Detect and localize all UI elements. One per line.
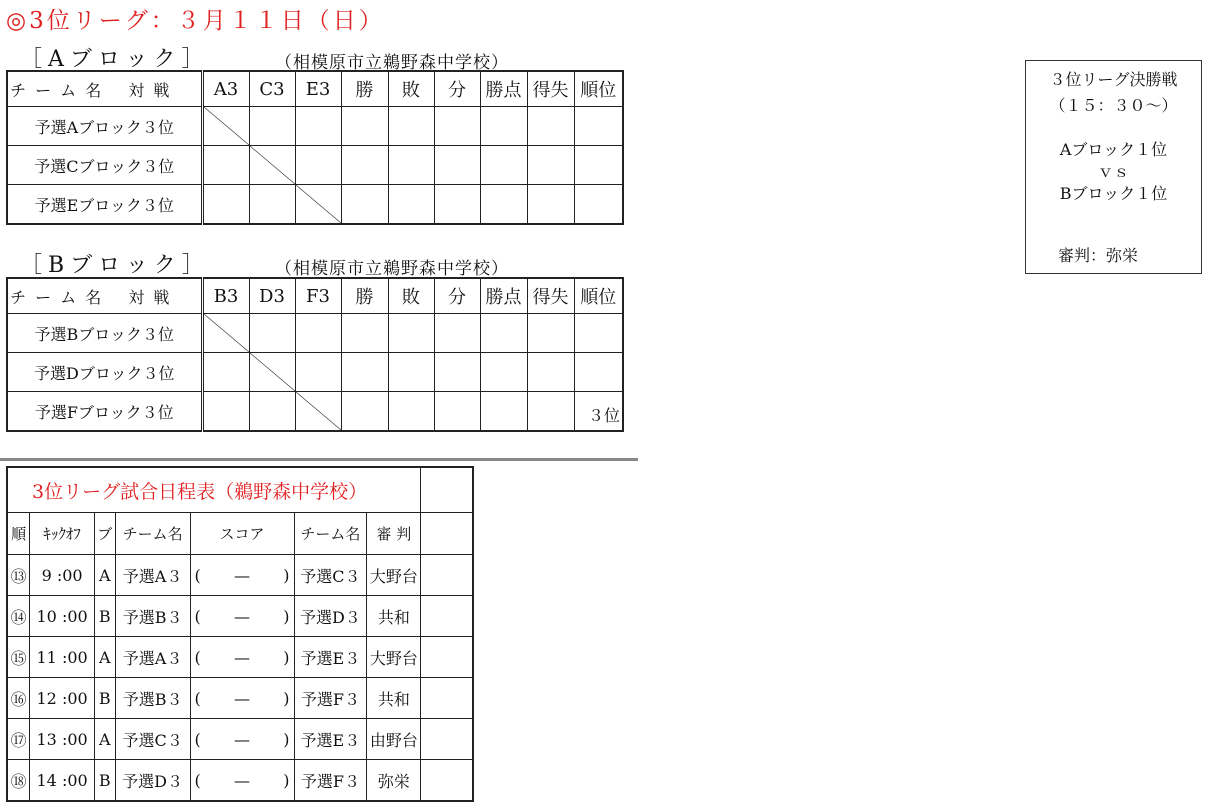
finals-title: ３位リーグ決勝戦 (1049, 70, 1178, 89)
team2-name: 予選D３ (294, 596, 367, 637)
stat-cell[interactable] (388, 392, 434, 432)
referee: 大野台 (367, 555, 421, 596)
stat-cell[interactable] (480, 107, 527, 146)
score-close: ) (283, 565, 290, 585)
table-row (7, 314, 623, 353)
score-dash: — (234, 565, 250, 585)
stat-cell[interactable] (388, 314, 434, 353)
stat-cell[interactable] (527, 107, 574, 146)
result-cell[interactable] (295, 146, 341, 185)
match-number: ⑰ (7, 719, 30, 760)
block-letter: A (94, 719, 115, 760)
table-row (7, 353, 623, 392)
stat-cell[interactable] (341, 146, 388, 185)
finals-team2: Bブロック１位 (1059, 184, 1168, 203)
header-opponent: A3 (202, 71, 249, 107)
match-number: ⑯ (7, 678, 30, 719)
header-win: 勝 (341, 71, 388, 107)
header-block: ブ (94, 513, 115, 555)
result-cell[interactable] (295, 107, 341, 146)
header-referee: 審 判 (367, 513, 421, 555)
referee: 由野台 (367, 719, 421, 760)
rank-cell[interactable] (574, 314, 623, 353)
result-cell[interactable] (249, 107, 295, 146)
table-row (7, 678, 473, 719)
header-opponent: B3 (202, 278, 249, 314)
block-letter: A (94, 555, 115, 596)
finals-vs: ｖｓ (1097, 162, 1130, 181)
score-cell[interactable] (190, 555, 294, 596)
block-b-title: ［Bブロック］ (20, 253, 210, 278)
blank-cell (421, 467, 473, 513)
match-number: ⑬ (7, 555, 30, 596)
score-close: ) (283, 688, 290, 708)
diagonal-cell (249, 146, 295, 185)
rank-value: ３位 (587, 406, 620, 425)
kickoff-time: 10 :00 (30, 596, 94, 637)
result-cell[interactable] (249, 314, 295, 353)
finals-time: （１５：３０～） (1049, 96, 1178, 115)
stat-cell[interactable] (434, 146, 480, 185)
header-team-vs: チ ー ム 名 対 戦 (7, 278, 202, 314)
diagonal-cell (295, 185, 341, 225)
block-a-table (6, 70, 624, 225)
team2-name: 予選F３ (294, 678, 367, 719)
score-dash: — (234, 606, 250, 626)
score-cell[interactable] (190, 719, 294, 760)
finals-box (1025, 60, 1202, 274)
team-name: 予選Bブロック３位 (7, 314, 202, 353)
stat-cell[interactable] (434, 107, 480, 146)
kickoff-time: 11 :00 (30, 637, 94, 678)
team-name: 予選Dブロック３位 (7, 353, 202, 392)
header-score: スコア (190, 513, 294, 555)
result-cell[interactable] (202, 392, 249, 432)
score-cell[interactable] (190, 678, 294, 719)
schedule-title: 3位リーグ試合日程表（鵜野森中学校） (7, 467, 421, 513)
score-close: ) (283, 729, 290, 749)
stat-cell[interactable] (434, 314, 480, 353)
rank-cell[interactable] (574, 185, 623, 225)
table-row (7, 392, 623, 432)
rank-cell[interactable] (574, 353, 623, 392)
stat-cell[interactable] (434, 392, 480, 432)
result-cell[interactable] (202, 185, 249, 225)
header-draw: 分 (434, 71, 480, 107)
block-a-title: ［Aブロック］ (20, 47, 210, 72)
referee: 共和 (367, 596, 421, 637)
result-cell[interactable] (249, 185, 295, 225)
score-open: ( (194, 770, 201, 790)
diagonal-cell (202, 107, 249, 146)
blank-cell (421, 513, 473, 555)
header-draw: 分 (434, 278, 480, 314)
kickoff-time: 12 :00 (30, 678, 94, 719)
team-name: 予選Cブロック３位 (7, 146, 202, 185)
diagonal-cell (202, 314, 249, 353)
header-points: 勝点 (480, 71, 527, 107)
block-b-venue: （相模原市立鵜野森中学校） (275, 259, 509, 279)
team2-name: 予選F３ (294, 760, 367, 802)
table-row (7, 107, 623, 146)
stat-cell[interactable] (480, 185, 527, 225)
table-row (7, 555, 473, 596)
stat-cell[interactable] (480, 353, 527, 392)
referee: 大野台 (367, 637, 421, 678)
team2-name: 予選C３ (294, 555, 367, 596)
stat-cell[interactable] (527, 185, 574, 225)
team1-name: 予選B３ (115, 596, 190, 637)
stat-cell[interactable] (480, 146, 527, 185)
finals-referee: 審判：弥栄 (1058, 246, 1139, 265)
stat-cell[interactable] (341, 314, 388, 353)
match-number: ⑱ (7, 760, 30, 802)
schedule-header-row (7, 513, 473, 555)
score-close: ) (283, 647, 290, 667)
table-row (7, 637, 473, 678)
score-cell[interactable] (190, 760, 294, 802)
team-name: 予選Fブロック３位 (7, 392, 202, 432)
header-loss: 敗 (388, 71, 434, 107)
score-dash: — (234, 770, 250, 790)
block-a-header-row (7, 71, 623, 107)
team-name: 予選Aブロック３位 (7, 107, 202, 146)
team1-name: 予選C３ (115, 719, 190, 760)
section-divider (0, 458, 638, 461)
kickoff-time: 9 :00 (30, 555, 94, 596)
header-opponent: C3 (249, 71, 295, 107)
match-number: ⑭ (7, 596, 30, 637)
result-cell[interactable] (202, 353, 249, 392)
block-b-header-row (7, 278, 623, 314)
stat-cell[interactable] (341, 185, 388, 225)
block-letter: B (94, 596, 115, 637)
referee: 共和 (367, 678, 421, 719)
blank-cell (421, 637, 473, 678)
blank-cell (421, 555, 473, 596)
team1-name: 予選B３ (115, 678, 190, 719)
referee: 弥栄 (367, 760, 421, 802)
rank-cell[interactable] (574, 392, 623, 432)
team-name: 予選Eブロック３位 (7, 185, 202, 225)
header-kickoff: ｷｯｸｵﾌ (30, 513, 94, 555)
score-open: ( (194, 565, 201, 585)
kickoff-time: 14 :00 (30, 760, 94, 802)
block-b-table (6, 277, 624, 432)
table-row (7, 760, 473, 802)
score-dash: — (234, 688, 250, 708)
header-team-vs: チ ー ム 名 対 戦 (7, 71, 202, 107)
stat-cell[interactable] (527, 392, 574, 432)
block-letter: B (94, 760, 115, 802)
rank-cell[interactable] (574, 146, 623, 185)
diagonal-cell (295, 392, 341, 432)
blank-cell (421, 719, 473, 760)
header-points: 勝点 (480, 278, 527, 314)
header-goal-diff: 得失 (527, 278, 574, 314)
result-cell[interactable] (249, 392, 295, 432)
score-dash: — (234, 647, 250, 667)
match-number: ⑮ (7, 637, 30, 678)
stat-cell[interactable] (341, 107, 388, 146)
block-a-venue: （相模原市立鵜野森中学校） (275, 53, 509, 73)
team2-name: 予選E３ (294, 719, 367, 760)
header-order: 順 (7, 513, 30, 555)
team1-name: 予選A３ (115, 555, 190, 596)
stat-cell[interactable] (480, 314, 527, 353)
stat-cell[interactable] (388, 146, 434, 185)
table-row (7, 146, 623, 185)
score-open: ( (194, 729, 201, 749)
header-goal-diff: 得失 (527, 71, 574, 107)
score-open: ( (194, 688, 201, 708)
score-dash: — (234, 729, 250, 749)
finals-team1: Aブロック１位 (1059, 140, 1168, 159)
table-row (7, 596, 473, 637)
diagonal-cell (249, 353, 295, 392)
schedule-table (6, 466, 474, 802)
blank-cell (421, 760, 473, 802)
team1-name: 予選A３ (115, 637, 190, 678)
stat-cell[interactable] (527, 314, 574, 353)
page-title: ◎3位リーグ：３月１１日（日） (6, 8, 385, 34)
header-opponent: E3 (295, 71, 341, 107)
header-team2: チーム名 (294, 513, 367, 555)
stat-cell[interactable] (434, 185, 480, 225)
stat-cell[interactable] (341, 392, 388, 432)
score-close: ) (283, 770, 290, 790)
schedule-title-row (7, 467, 473, 513)
blank-cell (421, 678, 473, 719)
score-open: ( (194, 647, 201, 667)
stat-cell[interactable] (341, 353, 388, 392)
result-cell[interactable] (295, 314, 341, 353)
stat-cell[interactable] (527, 146, 574, 185)
stat-cell[interactable] (480, 392, 527, 432)
team1-name: 予選D３ (115, 760, 190, 802)
score-cell[interactable] (190, 596, 294, 637)
team2-name: 予選E３ (294, 637, 367, 678)
score-open: ( (194, 606, 201, 626)
table-row (7, 185, 623, 225)
rank-cell[interactable] (574, 107, 623, 146)
header-team1: チーム名 (115, 513, 190, 555)
table-row (7, 719, 473, 760)
stat-cell[interactable] (388, 353, 434, 392)
header-win: 勝 (341, 278, 388, 314)
blank-cell (421, 596, 473, 637)
result-cell[interactable] (202, 146, 249, 185)
result-cell[interactable] (295, 353, 341, 392)
header-loss: 敗 (388, 278, 434, 314)
stat-cell[interactable] (388, 185, 434, 225)
block-letter: B (94, 678, 115, 719)
stat-cell[interactable] (434, 353, 480, 392)
header-opponent: F3 (295, 278, 341, 314)
header-opponent: D3 (249, 278, 295, 314)
header-rank: 順位 (574, 278, 623, 314)
block-letter: A (94, 637, 115, 678)
stat-cell[interactable] (527, 353, 574, 392)
header-rank: 順位 (574, 71, 623, 107)
kickoff-time: 13 :00 (30, 719, 94, 760)
stat-cell[interactable] (388, 107, 434, 146)
score-cell[interactable] (190, 637, 294, 678)
score-close: ) (283, 606, 290, 626)
